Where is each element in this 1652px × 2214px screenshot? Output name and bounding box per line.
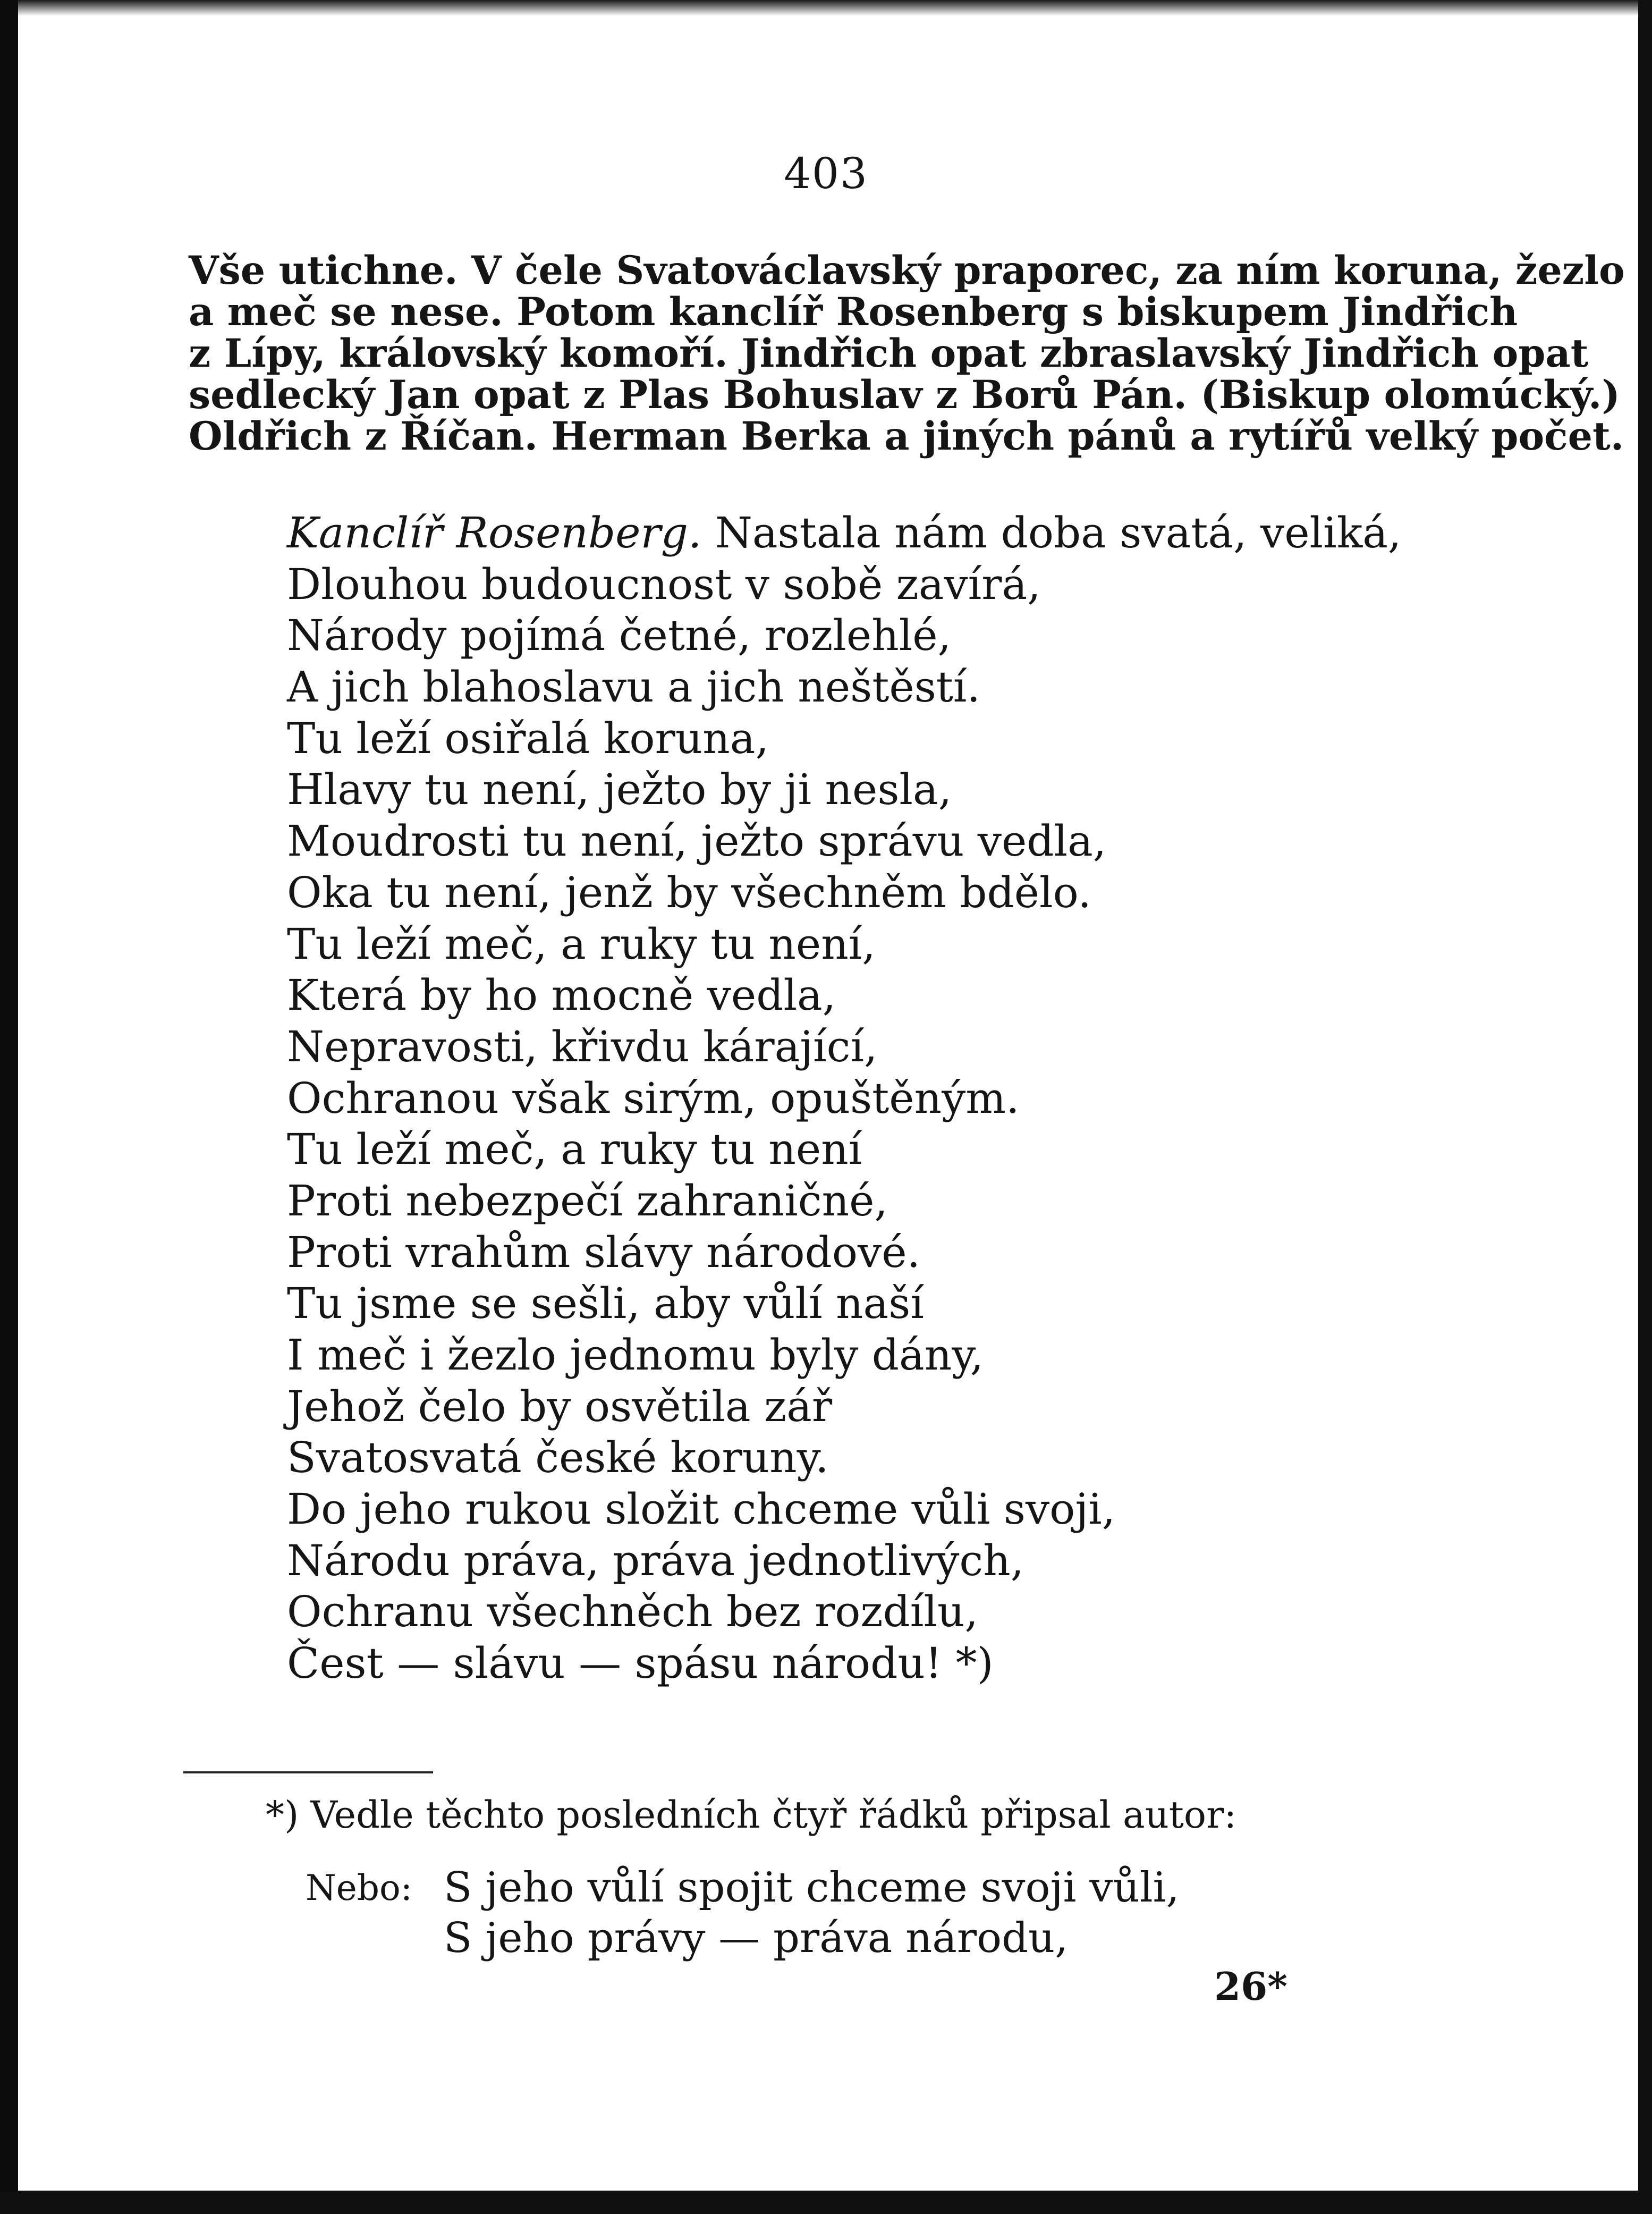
speaker-name: Kanclíř Rosenberg. (287, 508, 702, 557)
footnote-verse (306, 1863, 1179, 1964)
verse-line: Tu jsme se sešli, aby vůlí naší (287, 1279, 924, 1329)
scan-border-left (0, 0, 18, 2214)
footnote-label: Nebo: (306, 1867, 413, 1908)
verse-line: Nepravosti, křivdu kárající, (287, 1021, 878, 1071)
footnote-text: *) Vedle těchto posledních čtyř řádků připsal autor: (266, 1793, 1237, 1837)
verse-line: Která by ho mocně vedla, (287, 970, 836, 1020)
stage-direction-line: Oldřich z Říčan. Herman Berka a jiných pánů a rytířů velký počet. (189, 413, 1624, 459)
stage-direction-line: z Lípy, královský komoří. Jindřich opat zbraslavský Jindřich opat (189, 331, 1589, 376)
scan-border-right (1638, 0, 1652, 2214)
verse-line: Svatosvatá české koruny. (287, 1433, 829, 1483)
verse-block (287, 508, 1498, 1689)
stage-direction-line: Vše utichne. V čele Svatováclavský praporec, za ním koruna, žezlo (189, 248, 1625, 293)
footnote-verse-row (306, 1863, 1179, 1913)
verse-line: Proti vrahům slávy národové. (287, 1227, 920, 1277)
signature-mark: 26* (1214, 1964, 1287, 2009)
scan-border-top (0, 0, 1652, 16)
stage-direction-line: sedlecký Jan opat z Plas Bohuslav z Borů Pán. (Biskup olomúcký.) (189, 372, 1620, 418)
verse-line: Národy pojímá četné, rozlehlé, (287, 611, 952, 661)
verse-line: Tu leží meč, a ruky tu není (287, 1125, 862, 1174)
footnote-verse-row (306, 1913, 1179, 1964)
verse-line-first (287, 508, 1498, 559)
verse-line: Moudrosti tu není, ježto správu vedla, (287, 816, 1107, 866)
verse-line: A jich blahoslavu a jich neštěstí. (287, 662, 980, 712)
footnote-rule (183, 1771, 433, 1773)
verse-line: Ochranou však sirým, opuštěným. (287, 1073, 1020, 1123)
scan-border-bottom (0, 2191, 1652, 2214)
stage-direction (189, 248, 1625, 459)
verse-line: Proti nebezpečí zahraničné, (287, 1176, 888, 1226)
page-number: 403 (784, 149, 868, 198)
stage-direction-line: a meč se nese. Potom kanclíř Rosenberg s biskupem Jindřich (189, 289, 1518, 335)
verse-line: Tu leží osiřalá koruna, (287, 713, 769, 763)
footnote-verse-line: S jeho vůlí spojit chceme svoji vůli, (444, 1864, 1180, 1912)
verse-line: Do jeho rukou složit chceme vůli svoji, (287, 1484, 1116, 1534)
verse-line: Tu leží meč, a ruky tu není, (287, 919, 876, 969)
footnote-verse-line: S jeho právy — práva národu, (444, 1914, 1069, 1962)
verse-line: Národu práva, práva jednotlivých, (287, 1535, 1024, 1585)
verse-line: Dlouhou budoucnost v sobě zavírá, (287, 559, 1041, 609)
verse-line: Jehož čelo by osvětila zář (287, 1381, 833, 1431)
verse-line: Hlavy tu není, ježto by ji nesla, (287, 765, 952, 815)
verse-line: Oka tu není, jenž by všechněm bdělo. (287, 867, 1091, 917)
verse-line-text: Nastala nám doba svatá, veliká, (715, 508, 1402, 557)
verse-line: Čest — slávu — spásu národu! *) (287, 1638, 994, 1688)
verse-line: Ochranu všechněch bez rozdílu, (287, 1587, 978, 1637)
verse-line: I meč i žezlo jednomu byly dány, (287, 1330, 984, 1380)
